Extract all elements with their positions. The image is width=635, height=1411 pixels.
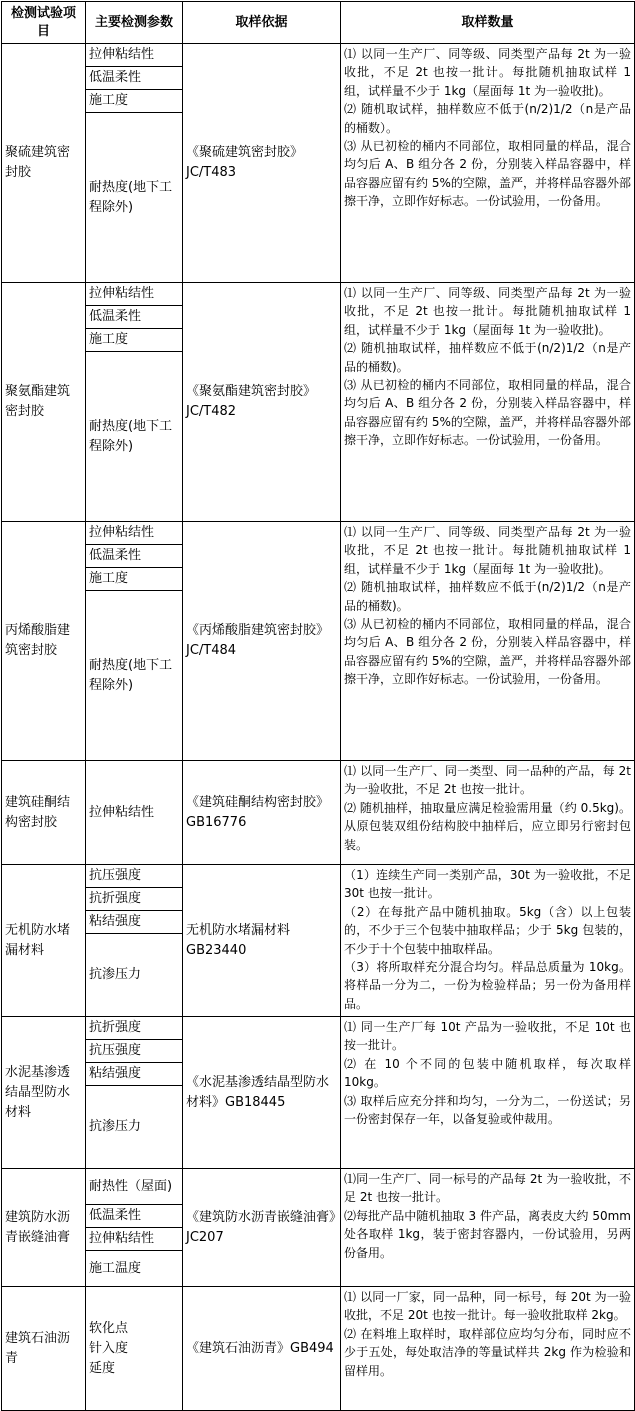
- quantity-paragraph: ⑴同一生产厂、同一标号的产品每 2t 为一验收批，不足 2t 也按一批计。: [344, 1172, 631, 1205]
- test-parameter: 抗压强度: [86, 1040, 183, 1063]
- quantity-paragraph: ⑴ 以同一生产厂、同一类型、同一品种的产品，每 2t 为一验收批，不足 2t 也按一批计。: [344, 764, 631, 797]
- sampling-quantity: [341, 865, 635, 1017]
- test-parameter: 低温柔性: [86, 1205, 183, 1228]
- quantity-paragraph: ⑵每批产品中随机抽取 3 件产品，离表皮大约 50mm 处各取样 1kg，装于密封容器内，一份试验用，另两份备用。: [344, 1208, 631, 1260]
- quantity-paragraph: ⑶ 取样后应充分拌和均匀，一分为二，一份送试；另一份密封保存一年，以备复验或仲裁用。: [344, 1093, 631, 1127]
- table-row: [2, 1287, 635, 1411]
- sampling-quantity: [341, 44, 635, 283]
- test-parameter: 耐热性（屋面): [86, 1169, 183, 1205]
- test-item: 建筑石油沥青: [2, 1287, 86, 1411]
- sampling-quantity: [341, 1017, 635, 1169]
- sampling-basis: 《聚硫建筑密封胶》JC/T483: [183, 44, 341, 283]
- sampling-quantity: [341, 522, 635, 761]
- quantity-paragraph: （2）在每批产品中随机抽取。5kg（含）以上包装的，不少于三个包装中抽取样品；少于 5kg 包装的，不少于十个包装中抽取样品。: [344, 904, 631, 956]
- test-parameter: 施工温度: [86, 1251, 183, 1287]
- test-parameter: 拉伸粘结性: [86, 283, 183, 306]
- test-item: 丙烯酸脂建筑密封胶: [2, 522, 86, 761]
- table-row: [2, 44, 635, 67]
- test-parameter: 抗压强度: [86, 865, 183, 888]
- test-parameter: 拉伸粘结性: [86, 44, 183, 67]
- test-parameter: 抗折强度: [86, 1017, 183, 1040]
- quantity-paragraph: ⑵ 随机抽取试样，抽样数应不低于(n/2)1/2（n是产品的桶数)。: [344, 341, 631, 374]
- quantity-paragraph: （1）连续生产同一类别产品，30t 为一验收批，不足 30t 也按一批计。: [344, 868, 631, 901]
- sampling-table: [1, 1, 635, 1411]
- test-parameter: 低温柔性: [86, 67, 183, 90]
- test-item: 水泥基渗透结晶型防水材料: [2, 1017, 86, 1169]
- sampling-basis: 无机防水堵漏材料 GB23440: [183, 865, 341, 1017]
- header-row: [2, 2, 635, 44]
- sampling-quantity: [341, 761, 635, 865]
- test-parameter: 粘结强度: [86, 911, 183, 934]
- sampling-basis: 《水泥基渗透结晶型防水材料》GB18445: [183, 1017, 341, 1169]
- test-parameter: 耐热度(地下工程除外): [86, 591, 183, 761]
- sampling-basis: 《丙烯酸脂建筑密封胶》JC/T484: [183, 522, 341, 761]
- quantity-paragraph: ⑶ 从已初检的桶内不同部位，取相同量的样品，混合均匀后 A、B 组分各 2 份，分别装入样品容器中，样品容器应留有约 5%的空隙，盖严，并将样品容器外部擦干净，立即作好标志。一份试验用，一份备用。: [344, 378, 631, 448]
- test-parameter: 耐热度(地下工程除外): [86, 352, 183, 522]
- test-parameter: 软化点 针入度 延度: [86, 1287, 183, 1411]
- quantity-paragraph: ⑴ 以同一厂家，同一品种，同一标号，每 20t 为一验收批，不足 20t 也按一批计。每一验收批取样 2kg。: [344, 1290, 631, 1323]
- test-parameter: 低温柔性: [86, 306, 183, 329]
- test-parameter: 抗折强度: [86, 888, 183, 911]
- sampling-basis: 《聚氨酯建筑密封胶》JC/T482: [183, 283, 341, 522]
- quantity-paragraph: ⑴ 以同一生产厂、同等级、同类型产品每 2t 为一验收批，不足 2t 也按一批计。每批随机抽取试样 1 组，试样量不少于 1kg（屋面每 1t 为一验收批)。: [344, 47, 631, 98]
- sampling-basis: 《建筑石油沥青》GB494: [183, 1287, 341, 1411]
- sampling-basis: 《建筑防水沥青嵌缝油膏》JC207: [183, 1169, 341, 1287]
- quantity-paragraph: ⑵ 在料堆上取样时，取样部位应均匀分布，同时应不少于五处，每处取洁净的等量试样共 2kg 作为检验和留样用。: [344, 1326, 631, 1378]
- header-basis: 取样依据: [183, 2, 341, 44]
- table-row: [2, 1017, 635, 1040]
- test-parameter: 拉伸粘结性: [86, 522, 183, 545]
- header-quantity: 取样数量: [341, 2, 635, 44]
- test-parameter: 粘结强度: [86, 1063, 183, 1086]
- test-item: 建筑防水沥青嵌缝油膏: [2, 1169, 86, 1287]
- test-parameter: 抗渗压力: [86, 934, 183, 1017]
- quantity-paragraph: ⑶ 从已初检的桶内不同部位，取相同量的样品，混合均匀后 A、B 组分各 2 份，分别装入样品容器中，样品容器应留有约 5%的空隙，盖严，并将样品容器外部擦干净，立即作好标志。一份试验用，一份备用。: [344, 139, 631, 209]
- table-row: [2, 522, 635, 545]
- test-item: 聚硫建筑密封胶: [2, 44, 86, 283]
- sampling-basis: 《建筑硅酮结构密封胶》GB16776: [183, 761, 341, 865]
- quantity-paragraph: ⑵ 在 10 个不同的包装中随机取样，每次取样 10kg。: [344, 1056, 631, 1090]
- header-item: 检测试验项目: [2, 2, 86, 44]
- table-row: [2, 761, 635, 865]
- quantity-paragraph: ⑴ 同一生产厂每 10t 产品为一验收批，不足 10t 也按一批计。: [344, 1020, 631, 1053]
- sampling-quantity: [341, 1287, 635, 1411]
- quantity-paragraph: （3）将所取样充分混合均匀。样品总质量为 10kg。将样品一分为二，一份为检验样品；另一份为备用样品。: [344, 960, 631, 1011]
- quantity-paragraph: ⑴ 以同一生产厂、同等级、同类型产品每 2t 为一验收批，不足 2t 也按一批计。每批随机抽取试样 1 组，试样量不少于 1kg（屋面每 1t 为一验收批)。: [344, 525, 631, 576]
- test-item: 聚氨酯建筑密封胶: [2, 283, 86, 522]
- test-parameter: 耐热度(地下工程除外): [86, 113, 183, 283]
- header-params: 主要检测参数: [86, 2, 183, 44]
- table-body: [2, 44, 635, 1411]
- table-row: [2, 865, 635, 888]
- test-parameter: 施工度: [86, 568, 183, 591]
- test-parameter: 施工度: [86, 90, 183, 113]
- test-parameter: 低温柔性: [86, 545, 183, 568]
- quantity-paragraph: ⑵ 随机抽样，抽取量应满足检验需用量（约 0.5kg)。从原包装双组份结构胶中抽样后，应立即另行密封包装。: [344, 800, 631, 852]
- test-item: 无机防水堵漏材料: [2, 865, 86, 1017]
- sampling-quantity: [341, 283, 635, 522]
- quantity-paragraph: ⑴ 以同一生产厂、同等级、同类型产品每 2t 为一验收批，不足 2t 也按一批计。每批随机抽取试样 1 组，试样量不少于 1kg（屋面每 1t 为一验收批)。: [344, 286, 631, 337]
- quantity-paragraph: ⑶ 从已初检的桶内不同部位，取相同量的样品，混合均匀后 A、B 组分各 2 份，分别装入样品容器中，样品容器应留有约 5%的空隙，盖严，并将样品容器外部擦干净，立即作好标志。一份试验用，一份备用。: [344, 617, 631, 687]
- quantity-paragraph: ⑵ 随机取试样，抽样数应不低于(n/2)1/2（n是产品的桶数）。: [344, 102, 631, 135]
- quantity-paragraph: ⑵ 随机抽取试样，抽样数应不低于(n/2)1/2（n是产品的桶数)。: [344, 580, 631, 613]
- test-item: 建筑硅酮结构密封胶: [2, 761, 86, 865]
- table-row: [2, 283, 635, 306]
- sampling-quantity: [341, 1169, 635, 1287]
- test-parameter: 抗渗压力: [86, 1086, 183, 1169]
- test-parameter: 施工度: [86, 329, 183, 352]
- table-row: [2, 1169, 635, 1205]
- test-parameter: 拉伸粘结性: [86, 1228, 183, 1251]
- test-parameter: 拉伸粘结性: [86, 761, 183, 865]
